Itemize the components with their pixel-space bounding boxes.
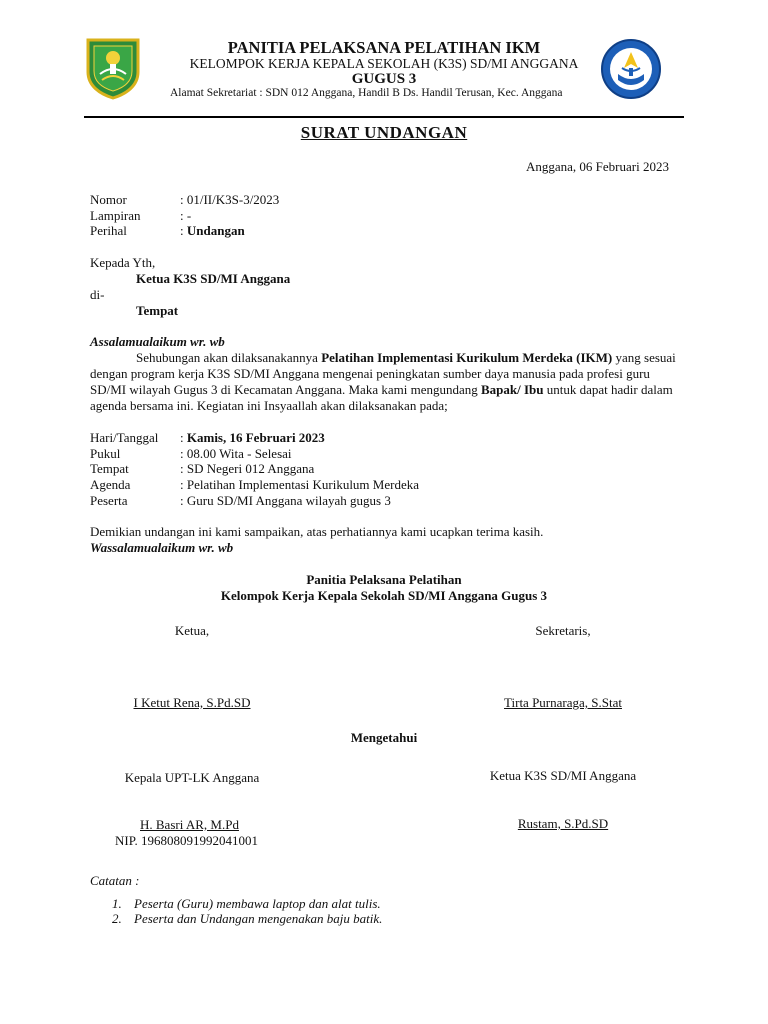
header-divider: [84, 116, 684, 118]
header-line-3: GUGUS 3: [351, 71, 417, 87]
k3s-name: Rustam, S.Pd.SD: [517, 816, 609, 831]
committee-line-2: Kelompok Kerja Kepala Sekolah SD/MI Anggana Gugus 3: [220, 588, 548, 603]
body-bold-audience: Bapak/ Ibu: [481, 382, 544, 397]
header-line-2: KELOMPOK KERJA KEPALA SEKOLAH (K3S) SD/MI ANGGANA: [189, 56, 579, 71]
meta-value: : 01/II/K3S-3/2023: [180, 192, 280, 207]
ketua-title: Ketua,: [174, 623, 210, 638]
note-text: Peserta dan Undangan mengenakan baju batik.: [134, 911, 383, 926]
detail-row-date: Hari/Tanggal : Kamis, 16 Februari 2023: [90, 430, 325, 445]
meta-key: Lampiran: [90, 208, 141, 223]
detail-value: : Pelatihan Implementasi Kurikulum Merdeka: [180, 477, 419, 492]
note-item: [112, 896, 381, 912]
note-number: 2.: [112, 911, 122, 926]
note-number: 1.: [112, 896, 122, 911]
salam-close: Wassalamualaikum wr. wb: [90, 540, 234, 555]
left-emblem-logo: [84, 36, 142, 100]
mengetahui-label: Mengetahui: [350, 730, 418, 745]
upt-title: Kepala UPT-LK Anggana: [124, 770, 260, 785]
sekretaris-name: Tirta Purnaraga, S.Stat: [504, 695, 622, 710]
detail-key: Pukul: [90, 446, 121, 461]
upt-nip: NIP. 196808091992041001: [115, 833, 259, 848]
recipient-name: Ketua K3S SD/MI Anggana: [136, 271, 291, 286]
committee-line-1: Panitia Pelaksana Pelatihan: [306, 572, 462, 587]
ketua-name: I Ketut Rena, S.Pd.SD: [133, 695, 251, 710]
detail-value: : Guru SD/MI Anggana wilayah gugus 3: [180, 493, 391, 508]
detail-row-place: [90, 461, 314, 477]
meta-value: : -: [180, 208, 192, 223]
recipient-place: Tempat: [136, 303, 179, 318]
salam-open: Assalamualaikum wr. wb: [90, 334, 225, 349]
upt-name: H. Basri AR, M.Pd: [140, 817, 239, 832]
note-item: [112, 911, 382, 927]
sekretaris-title: Sekretaris,: [535, 623, 591, 638]
place-date: Anggana, 06 Februari 2023: [526, 159, 669, 174]
body-paragraph: [90, 350, 680, 414]
detail-key: Tempat: [90, 461, 129, 476]
letter-title: SURAT UNDANGAN: [300, 123, 468, 142]
meta-key: Nomor: [90, 192, 127, 207]
detail-key: Hari/Tanggal: [90, 430, 159, 445]
meta-row-lampiran: [90, 208, 191, 224]
detail-row-participants: [90, 493, 391, 509]
body-text: yang sesuai dengan program kerja K3S SD/MI Anggana mengenai peningkatan sumber daya manusia pada profesi guru SD/MI wilayah Gugus 3 di Kecamatan Anggana. Maka kami mengundang: [90, 350, 676, 397]
meta-row-perihal: Perihal : Undangan: [90, 223, 245, 238]
notes-label: Catatan :: [90, 873, 140, 888]
detail-row-agenda: [90, 477, 419, 493]
detail-value: : SD Negeri 012 Anggana: [180, 461, 315, 476]
meta-value: Undangan: [186, 223, 245, 238]
closing-text: Demikian undangan ini kami sampaikan, atas perhatiannya kami ucapkan terima kasih.: [90, 524, 544, 539]
note-text: Peserta (Guru) membawa laptop dan alat tulis.: [134, 896, 381, 911]
recipient-di: di-: [90, 287, 105, 302]
body-text: Sehubungan akan dilaksanakannya: [136, 350, 322, 365]
detail-key: Agenda: [90, 477, 131, 492]
detail-row-time: [90, 446, 292, 462]
detail-key: Peserta: [90, 493, 128, 508]
recipient-greeting: Kepada Yth,: [90, 255, 156, 270]
body-text: untuk dapat hadir dalam agenda bersama ini. Kegiatan ini Insyaallah akan dilaksanakan pada;: [90, 382, 673, 413]
k3s-title: Ketua K3S SD/MI Anggana: [489, 768, 637, 783]
detail-value: : 08.00 Wita - Selesai: [180, 446, 292, 461]
meta-key: Perihal: [90, 223, 127, 238]
meta-row-nomor: [90, 192, 279, 208]
detail-value: Kamis, 16 Februari 2023: [186, 430, 325, 445]
header-line-1: PANITIA PELAKSANA PELATIHAN IKM: [227, 38, 541, 57]
body-bold-event: Pelatihan Implementasi Kurikulum Merdeka (IKM): [321, 350, 613, 365]
header-address: Alamat Sekretariat : SDN 012 Anggana, Handil B Ds. Handil Terusan, Kec. Anggana: [170, 87, 563, 99]
